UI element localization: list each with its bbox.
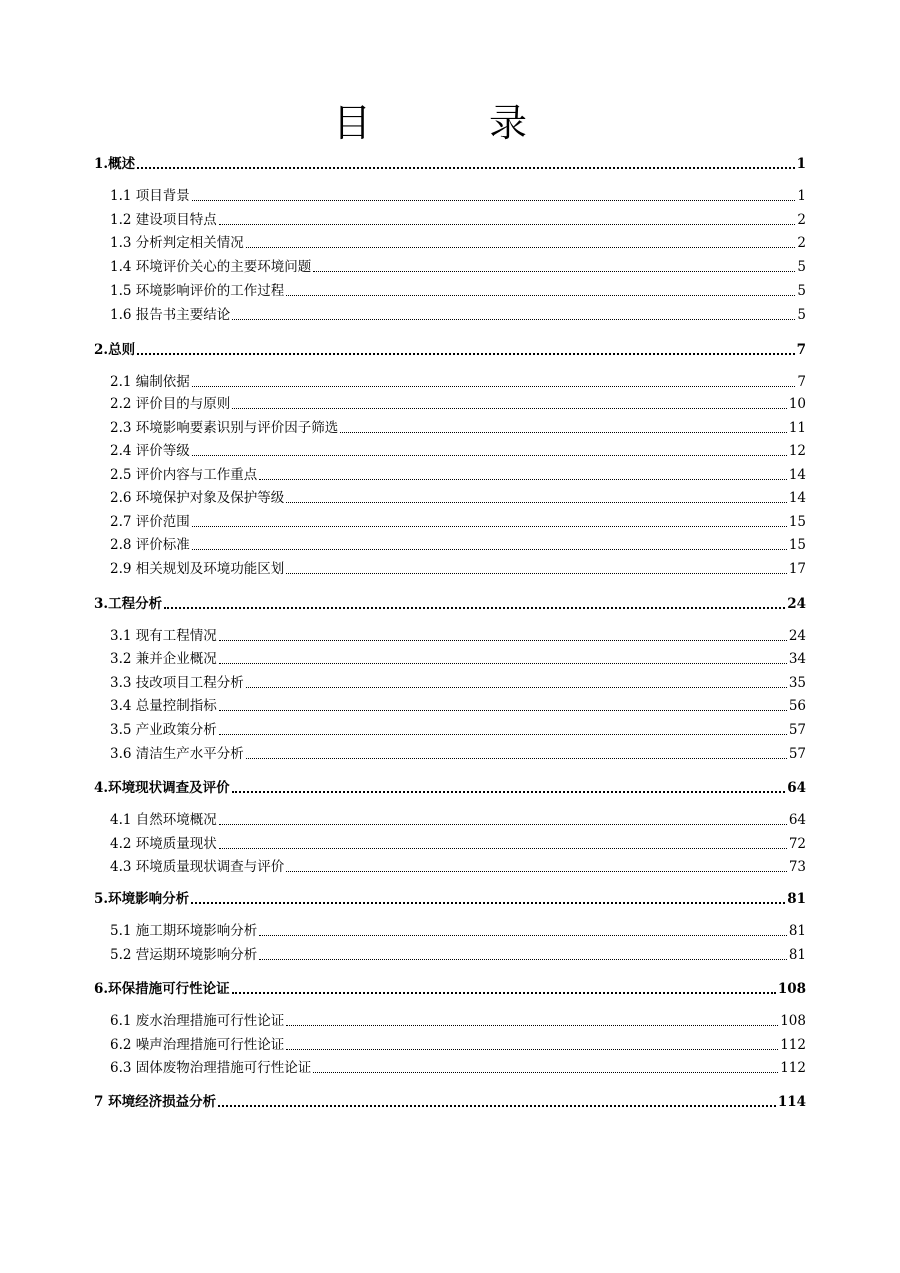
toc-dot-leader bbox=[219, 662, 787, 664]
toc-section-entry[interactable] bbox=[110, 394, 806, 414]
toc-entry-label: 1.6 报告书主要结论 bbox=[110, 307, 231, 323]
toc-section-entry[interactable] bbox=[110, 834, 806, 854]
toc-entry-label: 3.2 兼并企业概况 bbox=[110, 651, 217, 667]
toc-dot-leader bbox=[219, 847, 787, 849]
toc-entry-label: 1.5 环境影响评价的工作过程 bbox=[110, 283, 285, 299]
toc-entry-label: 2.总则 bbox=[94, 342, 136, 358]
toc-dot-leader bbox=[219, 823, 787, 825]
toc-entry-label: 1.3 分析判定相关情况 bbox=[110, 235, 244, 251]
toc-section-entry[interactable] bbox=[110, 305, 806, 325]
toc-page-number: 5 bbox=[797, 307, 806, 323]
toc-section-entry[interactable] bbox=[110, 210, 806, 230]
toc-entry-label: 2.6 环境保护对象及保护等级 bbox=[110, 490, 285, 506]
toc-section-entry[interactable] bbox=[110, 626, 806, 646]
toc-section-entry[interactable] bbox=[110, 233, 806, 253]
toc-entry-label: 4.2 环境质量现状 bbox=[110, 836, 217, 852]
toc-entry-label: 4.3 环境质量现状调查与评价 bbox=[110, 859, 285, 875]
toc-dot-leader bbox=[232, 407, 787, 409]
toc-dot-leader bbox=[218, 1104, 776, 1107]
toc-page-number: 24 bbox=[787, 596, 806, 612]
toc-section-entry[interactable] bbox=[110, 257, 806, 277]
toc-page-number: 14 bbox=[788, 490, 806, 506]
toc-section-entry[interactable] bbox=[110, 673, 806, 693]
page-title: 目 录 bbox=[332, 101, 567, 145]
toc-dot-leader bbox=[286, 1024, 778, 1026]
toc-page-number: 112 bbox=[780, 1037, 806, 1053]
toc-dot-leader bbox=[232, 790, 786, 793]
toc-section-entry[interactable] bbox=[110, 512, 806, 532]
toc-page-number: 81 bbox=[788, 947, 806, 963]
toc-section-entry[interactable] bbox=[110, 857, 806, 877]
toc-page-number: 1 bbox=[796, 156, 806, 172]
toc-entry-label: 1.1 项目背景 bbox=[110, 188, 190, 204]
toc-chapter-entry[interactable] bbox=[94, 979, 806, 999]
toc-page-number: 57 bbox=[788, 722, 806, 738]
toc-dot-leader bbox=[232, 318, 795, 320]
toc-page-number: 11 bbox=[788, 420, 806, 436]
toc-page-number: 2 bbox=[797, 235, 806, 251]
toc-page-number: 15 bbox=[788, 514, 806, 530]
toc-dot-leader bbox=[313, 1071, 778, 1073]
toc-entry-label: 5.环境影响分析 bbox=[94, 891, 190, 907]
toc-page-number: 108 bbox=[777, 981, 806, 997]
toc-dot-leader bbox=[246, 686, 787, 688]
toc-chapter-entry[interactable] bbox=[94, 340, 806, 360]
toc-chapter-entry[interactable] bbox=[94, 154, 806, 174]
toc-dot-leader bbox=[259, 958, 787, 960]
toc-dot-leader bbox=[286, 501, 787, 503]
toc-section-entry[interactable] bbox=[110, 535, 806, 555]
toc-page-number: 10 bbox=[788, 396, 806, 412]
toc-chapter-entry[interactable] bbox=[94, 1092, 806, 1112]
toc-dot-leader bbox=[219, 223, 796, 225]
toc-dot-leader bbox=[232, 991, 776, 994]
toc-chapter-entry[interactable] bbox=[94, 778, 806, 798]
toc-entry-label: 3.6 清洁生产水平分析 bbox=[110, 746, 244, 762]
toc-page-number: 35 bbox=[788, 675, 806, 691]
toc-entry-label: 1.4 环境评价关心的主要环境问题 bbox=[110, 259, 312, 275]
toc-page-number: 7 bbox=[797, 374, 806, 390]
toc-entry-label: 3.1 现有工程情况 bbox=[110, 628, 217, 644]
toc-section-entry[interactable] bbox=[110, 945, 806, 965]
toc-entry-label: 3.3 技改项目工程分析 bbox=[110, 675, 244, 691]
toc-page-number: 14 bbox=[788, 467, 806, 483]
toc-dot-leader bbox=[286, 870, 787, 872]
toc-section-entry[interactable] bbox=[110, 921, 806, 941]
toc-section-entry[interactable] bbox=[110, 1058, 806, 1078]
toc-page-number: 81 bbox=[787, 891, 806, 907]
toc-page-number: 15 bbox=[788, 537, 806, 553]
toc-entry-label: 2.7 评价范围 bbox=[110, 514, 190, 530]
toc-page-number: 5 bbox=[797, 283, 806, 299]
toc-page-number: 56 bbox=[788, 698, 806, 714]
toc-page-number: 114 bbox=[777, 1094, 806, 1110]
toc-section-entry[interactable] bbox=[110, 696, 806, 716]
toc-section-entry[interactable] bbox=[110, 372, 806, 392]
toc-dot-leader bbox=[259, 478, 787, 480]
toc-entry-label: 6.2 噪声治理措施可行性论证 bbox=[110, 1037, 285, 1053]
toc-page-number: 72 bbox=[788, 836, 806, 852]
toc-dot-leader bbox=[192, 525, 787, 527]
toc-dot-leader bbox=[192, 548, 787, 550]
toc-page-number: 7 bbox=[796, 342, 806, 358]
toc-dot-leader bbox=[192, 385, 796, 387]
toc-entry-label: 7 环境经济损益分析 bbox=[94, 1094, 217, 1110]
toc-entry-label: 6.3 固体废物治理措施可行性论证 bbox=[110, 1060, 312, 1076]
toc-entry-label: 2.5 评价内容与工作重点 bbox=[110, 467, 258, 483]
toc-section-entry[interactable] bbox=[110, 649, 806, 669]
toc-section-entry[interactable] bbox=[110, 465, 806, 485]
toc-page-number: 24 bbox=[788, 628, 806, 644]
toc-section-entry[interactable] bbox=[110, 281, 806, 301]
toc-dot-leader bbox=[286, 1048, 778, 1050]
toc-page-number: 1 bbox=[797, 188, 806, 204]
toc-page-number: 64 bbox=[787, 780, 806, 796]
toc-entry-label: 4.1 自然环境概况 bbox=[110, 812, 217, 828]
toc-entry-label: 3.工程分析 bbox=[94, 596, 163, 612]
toc-section-entry[interactable] bbox=[110, 559, 806, 579]
toc-section-entry[interactable] bbox=[110, 186, 806, 206]
toc-page-number: 81 bbox=[788, 923, 806, 939]
toc-entry-label: 6.环保措施可行性论证 bbox=[94, 981, 230, 997]
toc-dot-leader bbox=[192, 199, 796, 201]
toc-page-number: 12 bbox=[788, 443, 806, 459]
toc-section-entry[interactable] bbox=[110, 1011, 806, 1031]
toc-dot-leader bbox=[340, 431, 787, 433]
toc-entry-label: 2.9 相关规划及环境功能区划 bbox=[110, 561, 285, 577]
toc-page-number: 73 bbox=[788, 859, 806, 875]
toc-dot-leader bbox=[219, 709, 787, 711]
toc-dot-leader bbox=[286, 294, 795, 296]
toc-section-entry[interactable] bbox=[110, 1035, 806, 1055]
toc-dot-leader bbox=[286, 572, 787, 574]
toc-dot-leader bbox=[191, 901, 785, 904]
toc-page-number: 5 bbox=[797, 259, 806, 275]
toc-entry-label: 1.概述 bbox=[94, 156, 136, 172]
toc-dot-leader bbox=[137, 166, 795, 169]
toc-section-entry[interactable] bbox=[110, 744, 806, 764]
toc-entry-label: 2.4 评价等级 bbox=[110, 443, 190, 459]
toc-entry-label: 2.2 评价目的与原则 bbox=[110, 396, 231, 412]
toc-entry-label: 1.2 建设项目特点 bbox=[110, 212, 217, 228]
toc-entry-label: 4.环境现状调查及评价 bbox=[94, 780, 230, 796]
toc-section-entry[interactable] bbox=[110, 810, 806, 830]
toc-section-entry[interactable] bbox=[110, 418, 806, 438]
toc-page-number: 17 bbox=[788, 561, 806, 577]
toc-section-entry[interactable] bbox=[110, 441, 806, 461]
toc-dot-leader bbox=[219, 733, 787, 735]
toc-entry-label: 5.1 施工期环境影响分析 bbox=[110, 923, 258, 939]
toc-dot-leader bbox=[164, 606, 785, 609]
toc-dot-leader bbox=[246, 757, 787, 759]
toc-entry-label: 6.1 废水治理措施可行性论证 bbox=[110, 1013, 285, 1029]
toc-section-entry[interactable] bbox=[110, 488, 806, 508]
toc-page-number: 34 bbox=[788, 651, 806, 667]
toc-dot-leader bbox=[259, 934, 787, 936]
toc-chapter-entry[interactable] bbox=[94, 594, 806, 614]
toc-entry-label: 2.8 评价标准 bbox=[110, 537, 190, 553]
toc-entry-label: 2.1 编制依据 bbox=[110, 374, 190, 390]
toc-dot-leader bbox=[313, 270, 795, 272]
toc-entry-label: 3.4 总量控制指标 bbox=[110, 698, 217, 714]
toc-page-number: 64 bbox=[788, 812, 806, 828]
toc-chapter-entry[interactable] bbox=[94, 889, 806, 909]
toc-entry-label: 3.5 产业政策分析 bbox=[110, 722, 217, 738]
toc-page-number: 108 bbox=[780, 1013, 806, 1029]
toc-dot-leader bbox=[192, 454, 787, 456]
toc-entry-label: 5.2 营运期环境影响分析 bbox=[110, 947, 258, 963]
toc-dot-leader bbox=[219, 639, 787, 641]
toc-page-number: 57 bbox=[788, 746, 806, 762]
toc-dot-leader bbox=[246, 246, 796, 248]
toc-entry-label: 2.3 环境影响要素识别与评价因子筛选 bbox=[110, 420, 339, 436]
toc-page-number: 112 bbox=[780, 1060, 806, 1076]
toc-dot-leader bbox=[137, 352, 795, 355]
toc-page-number: 2 bbox=[797, 212, 806, 228]
toc-section-entry[interactable] bbox=[110, 720, 806, 740]
